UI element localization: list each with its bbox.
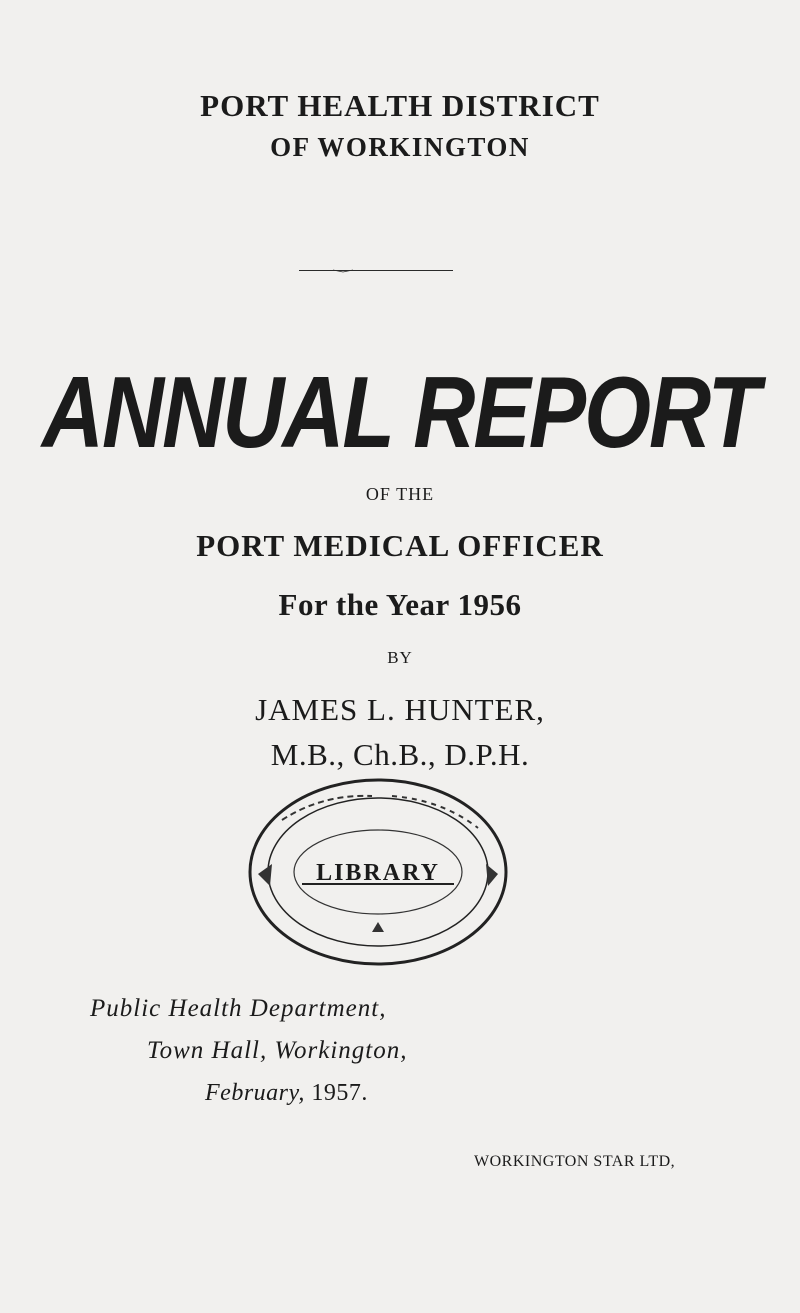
annual-report-heading: ANNUAL REPORT (41, 356, 759, 470)
printer-imprint: WORKINGTON STAR LTD, (474, 1153, 676, 1170)
divider-ornament-icon (333, 268, 353, 273)
by-text: BY (387, 648, 413, 667)
department-line: Public Health Department, (90, 995, 387, 1022)
date-month: February, (205, 1080, 305, 1106)
officer-title: PORT MEDICAL OFFICER (196, 528, 604, 563)
district-title-line2: OF WORKINGTON (270, 132, 530, 162)
author-degrees: M.B., Ch.B., D.P.H. (270, 737, 530, 772)
divider-rule (299, 270, 453, 271)
district-title-line1: PORT HEALTH DISTRICT (200, 88, 600, 123)
library-stamp (242, 772, 514, 972)
year-line: For the Year 1956 (278, 587, 522, 622)
address-line: Town Hall, Workington, (147, 1037, 408, 1064)
stamp-label: LIBRARY (316, 860, 440, 886)
of-the-text: OF THE (365, 484, 435, 504)
date-year: 1957. (311, 1080, 368, 1106)
author-name: JAMES L. HUNTER, (255, 692, 545, 727)
date-line (205, 1080, 368, 1107)
library-stamp-icon (242, 772, 514, 972)
